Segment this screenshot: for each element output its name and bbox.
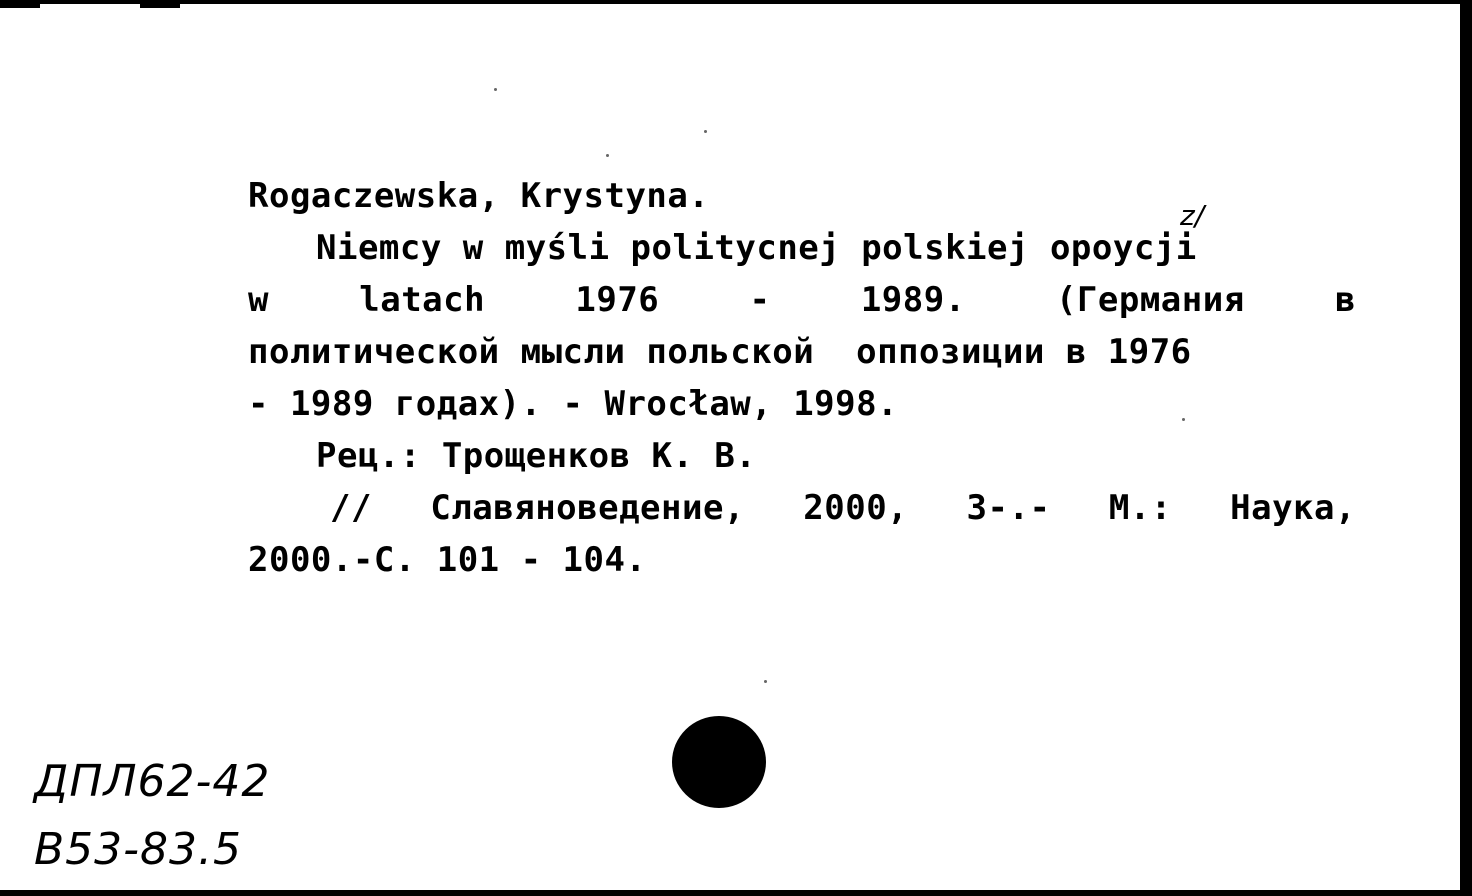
punch-hole: [672, 716, 766, 808]
review-line: Рец.: Трощенков К. В.: [316, 436, 757, 476]
handwritten-classification-code: В53-83.5: [34, 824, 243, 875]
word: (Германия: [1055, 280, 1245, 320]
word: в: [1334, 280, 1356, 320]
author-line: Rogaczewska, Krystyna.: [248, 176, 710, 216]
scan-speck: [494, 88, 497, 91]
title-line-4: - 1989 годах). - Wrocław, 1998.: [248, 384, 899, 424]
word: 1989.: [860, 280, 966, 320]
word: М.:: [1108, 488, 1172, 528]
word: 2000,: [803, 488, 909, 528]
title-line-1: Niemcy w myśli politycnej polskiej opoycji: [316, 228, 1197, 268]
scan-speck: [606, 154, 609, 157]
title-line-3: политической мысли польской оппозиции в 1976: [248, 332, 1192, 372]
source-line-2: 2000.-С. 101 - 104.: [248, 540, 647, 580]
title-line-2: [248, 280, 1356, 320]
word: Славяноведение,: [430, 488, 745, 528]
word: 1976: [575, 280, 660, 320]
handwritten-correction: z/: [1180, 199, 1205, 232]
scan-speck: [1182, 418, 1185, 421]
word: -: [749, 280, 771, 320]
word: Наука,: [1230, 488, 1356, 528]
top-edge-mark: [0, 4, 40, 8]
source-line-1: [330, 488, 1356, 528]
word: latach: [359, 280, 486, 320]
word: //: [330, 488, 372, 528]
word: w: [248, 280, 269, 320]
top-edge-mark: [140, 4, 180, 8]
scan-speck: [704, 130, 707, 133]
scan-speck: [764, 680, 767, 683]
handwritten-shelf-code: ДПЛ62-42: [34, 756, 271, 807]
word: 3-.-: [966, 488, 1051, 528]
